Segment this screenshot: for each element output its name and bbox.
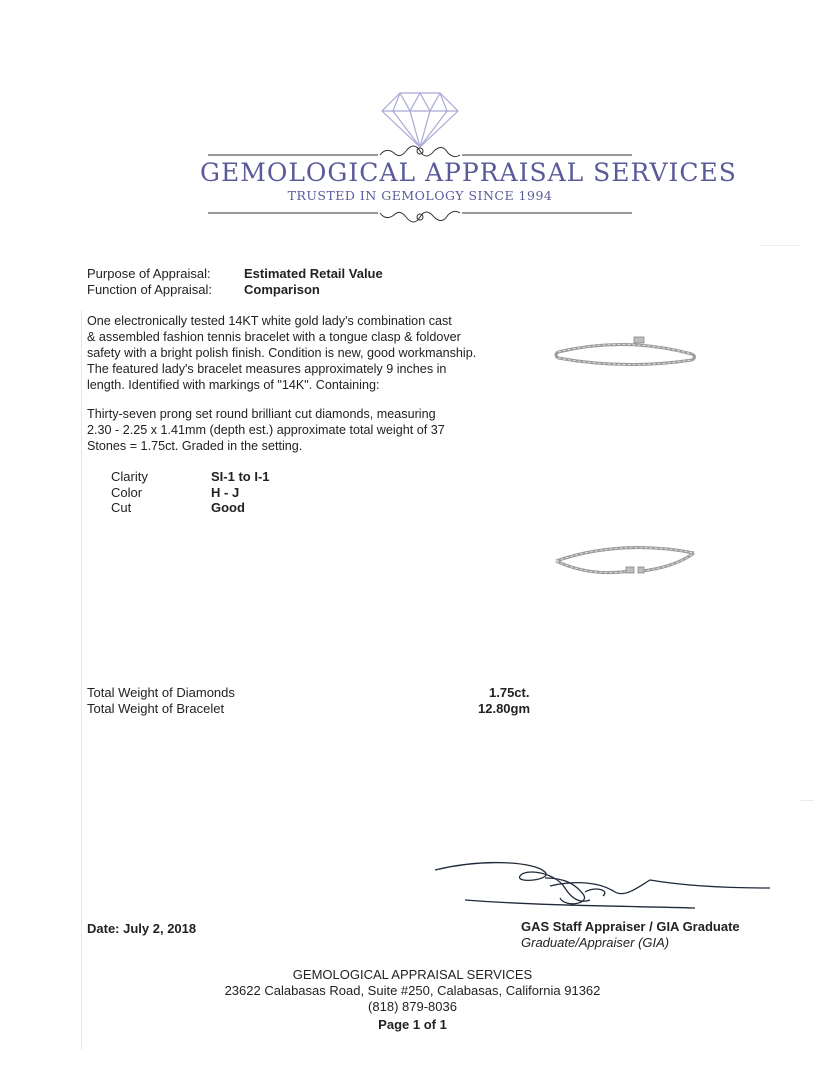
top-flourish — [208, 146, 632, 157]
purpose-value: Estimated Retail Value — [244, 266, 383, 281]
signature — [425, 850, 775, 920]
function-label: Function of Appraisal: — [87, 282, 213, 297]
description-line: length. Identified with markings of "14K". Containing: — [87, 378, 380, 392]
description-paragraph — [87, 313, 537, 393]
total-bracelet-label: Total Weight of Bracelet — [87, 701, 225, 716]
appraisal-date: Date: July 2, 2018 — [87, 921, 197, 936]
bracelet-photo-open — [550, 533, 700, 583]
brand-tagline: TRUSTED IN GEMOLOGY SINCE 1994 — [287, 188, 553, 203]
signer-subtitle: Graduate/Appraiser (GIA) — [521, 935, 670, 950]
brand-title: GEMOLOGICAL APPRAISAL SERVICES — [200, 158, 737, 187]
margin-line — [81, 310, 82, 1050]
cut-value: Good — [211, 500, 245, 515]
footer-company: GEMOLOGICAL APPRAISAL SERVICES — [292, 967, 533, 982]
description-line: The featured lady's bracelet measures approximately 9 inches in — [87, 362, 447, 376]
diamonds-paragraph — [87, 406, 537, 454]
function-value: Comparison — [244, 282, 320, 297]
total-diamonds-value: 1.75ct. — [489, 685, 530, 700]
color-value: H - J — [211, 485, 240, 500]
bracelet-photo-closed — [550, 330, 700, 375]
footer-address: 23622 Calabasas Road, Suite #250, Calabasas, California 91362 — [224, 983, 601, 998]
bottom-flourish — [208, 211, 632, 222]
clarity-value: SI-1 to I-1 — [211, 469, 270, 484]
description-line: safety with a bright polish finish. Condition is new, good workmanship. — [87, 346, 477, 360]
page-number: Page 1 of 1 — [378, 1017, 447, 1032]
footer-phone: (818) 879-8036 — [368, 999, 457, 1014]
description-line: & assembled fashion tennis bracelet with a tongue clasp & foldover — [87, 330, 461, 344]
purpose-label: Purpose of Appraisal: — [87, 266, 211, 281]
clarity-label: Clarity — [111, 469, 148, 484]
diamonds-line: Stones = 1.75ct. Graded in the setting. — [87, 439, 303, 453]
diamond-icon — [382, 93, 458, 147]
diamonds-line: 2.30 - 2.25 x 1.41mm (depth est.) approximate total weight of 37 — [87, 423, 445, 437]
cut-label: Cut — [111, 500, 132, 515]
color-label: Color — [111, 485, 143, 500]
total-diamonds-label: Total Weight of Diamonds — [87, 685, 235, 700]
signer-title: GAS Staff Appraiser / GIA Graduate — [521, 919, 740, 934]
description-line: One electronically tested 14KT white gold lady's combination cast — [87, 314, 452, 328]
divider — [760, 245, 800, 246]
total-bracelet-value: 12.80gm — [478, 701, 531, 716]
divider — [800, 800, 814, 801]
diamonds-line: Thirty-seven prong set round brilliant cut diamonds, measuring — [87, 407, 436, 421]
